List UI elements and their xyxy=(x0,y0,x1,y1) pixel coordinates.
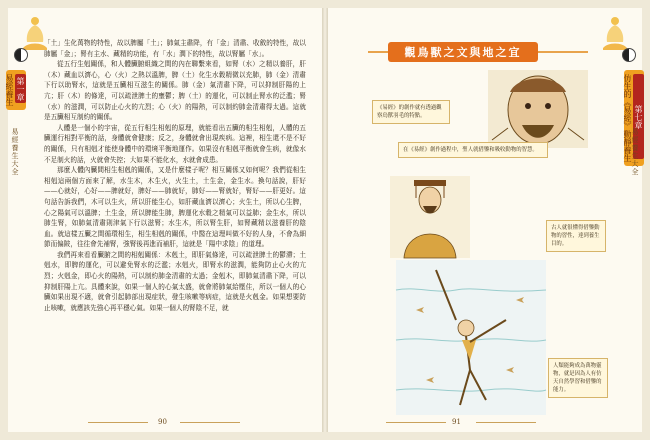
caption-box: 《易經》的創作就有透過觀察鳥獸羽毛的特點。 xyxy=(372,100,450,124)
yin-yang-icon xyxy=(14,48,28,62)
paragraph: 「土」生化萬物的特性，故以脾屬「土」；肺氣主肅降，有「金」清肅、收斂的特性，故以肺屬「金」；腎有主水、藏精的功能，有「水」潤下的特性，故以腎屬「水」。 xyxy=(44,39,306,58)
chapter-label: 易經養生 xyxy=(5,74,14,106)
paragraph: 人體是一個小的宇宙，從五行相生相剋的原理，就能看出五臟的相生相剋，人體的五臟運行相對平衡的話，身體就會健康；反之，身體就會出現疾病。這裡，相生還不是不好的關係，只有相剋才能使身體中的環境平衡地運作。如果沒有相剋平衡就會生病，就像水不足制火的話，火就會失控；大如果不能化水，水就會成患。 xyxy=(44,123,306,164)
chapter-label: 仿生的《易經》動靜養生 xyxy=(623,74,632,162)
chapter-number: 第一章 xyxy=(15,74,26,103)
book-title: 易經養生大全 xyxy=(631,128,639,176)
page-number-rule xyxy=(476,422,536,423)
caption-box: 在《易經》創作過程中，聖人就借鑒和吸收動物的智慧。 xyxy=(398,142,548,158)
page-number-rule xyxy=(180,422,240,423)
yin-yang-icon xyxy=(622,48,636,62)
page-number: 91 xyxy=(452,418,461,426)
emperor-illustration xyxy=(390,176,470,258)
body-text xyxy=(44,38,306,313)
paragraph: 我們再來看看臟腑之間的相剋關係：木剋土，即肝氣條達，可以疏泄脾土的鬱滯；土剋水，即脾的運化，可以避免腎水的泛濫；水剋火，即腎水的滋潤，能夠防止心火的亢烈；火剋金，即心火的陽熱，可以制約肺金清肅的太過；金剋木，即肺氣清肅下降，可以抑制肝陽上亢。具體來說，如果一個人的心氣太盛，就會將肺氣給壓住，所以一個人的心臟如果出現不適，就會引起肺部出現症狀，發生咳嗽等病症，這就是火剋金。如果想要防止咳嗽，就應該先強心再平穩心氣。如果一個人的腎陰不足，就 xyxy=(44,250,306,312)
page-number-rule xyxy=(88,422,148,423)
left-page xyxy=(5,8,322,432)
sage-portrait-illustration xyxy=(488,70,588,148)
paragraph: 那麼人體內臟間相生相剋的關係，又是什麼樣子呢？相互關係又如何呢？我們從相生相剋這兩個方面來了解，水生木，木生火，火生土，土生金，金生水。換句話說，肝好——心就好，心好——脾就好，脾好——肺就好，肺好——腎就好，腎好——肝更好。這句話告訴我們，木可以生火，所以肝能生心，如肝藏血濟以濟心；火生土，所以心生脾，心之陽氣可以溫脾；土生金，所以脾能生肺，脾運化水穀之精氣可以益肺；金生水，所以肺生腎，如肺氣清肅則津氣下行以滋腎；水生木，所以腎生肝，如腎藏精以滋養肝的陰血。就這樣五臟之間循環相生，相生相剋的關係，中醫在這理叫做不好的人身，不會為細節而偏陂，往往會先補腎，強腎後再進而補肝，這就是「陽中求陰」的道理。 xyxy=(44,166,306,249)
caption-box: 人類能夠成為萬物靈物，就是因為人有仿天自然學習和借鑒的能力。 xyxy=(548,358,608,398)
chapter-tab xyxy=(6,70,26,110)
swimmer-illustration xyxy=(396,260,546,415)
page-number: 90 xyxy=(158,418,167,426)
caption-box: 古人就很懂得借鑒動物的習性，達到養生目的。 xyxy=(546,220,606,252)
right-page xyxy=(328,8,642,432)
book-title: 易經養生大全 xyxy=(11,128,19,176)
paragraph: 從五行生剋關係，和人體臟腑組織之間的內在聯繫來看，如腎（水）之精以養肝，肝（木）藏血以濟心，心（火）之熱以溫脾，脾（土）化生水穀精微以充肺，肺（金）清肅下行以助腎水，這就是五臟相互滋生的關係。肺（金）氣清肅下降，可以抑制肝陽的上亢；肝（木）的條達，可以疏泄脾土的壅鬱；脾（土）的運化，可以制止腎水的泛濫；腎（水）的滋潤，可以防止心火的亢烈；心（火）的陽熱，可以制約肺金清肅得太過。這就是五臟相互制約的關係。 xyxy=(44,60,306,122)
page-number-rule xyxy=(386,422,446,423)
headline: 觀鳥獸之文與地之宜 xyxy=(388,42,538,62)
chapter-number: 第七章 xyxy=(633,74,644,159)
